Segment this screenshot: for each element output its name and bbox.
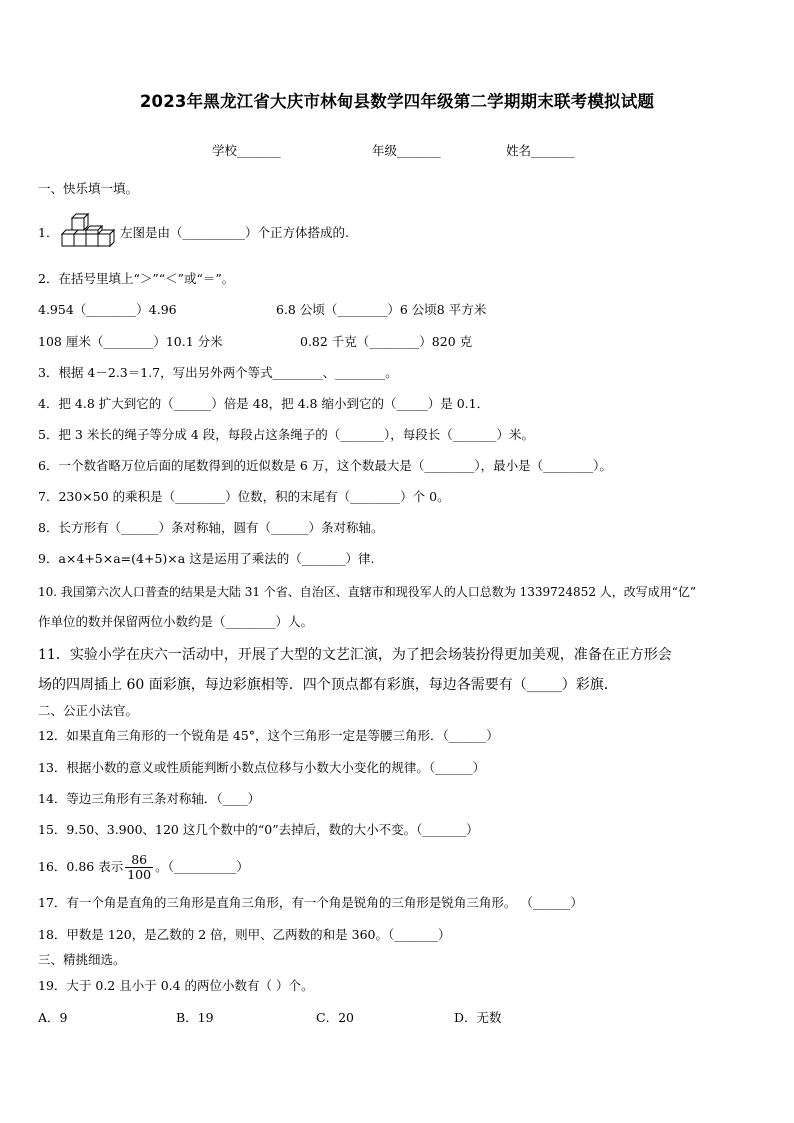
question-8: 8．长方形有（______）条对称轴，圆有（______）条对称轴。: [38, 520, 384, 535]
school-field: 学校_______: [212, 143, 281, 158]
cube-stack-figure: [58, 213, 118, 251]
question-3: 3．根据 4－2.3＝1.7，写出另外两个等式________、________。: [38, 365, 398, 380]
question-4: 4．把 4.8 扩大到它的（______）倍是 48，把 4.8 缩小到它的（_____）是 0.1．: [38, 396, 490, 411]
question-2d: 0.82 千克（________）820 克: [300, 334, 473, 349]
question-2a: 4.954（________）4.96: [38, 302, 177, 317]
fraction-86-100: [125, 853, 153, 882]
option-c: C．20: [316, 1010, 354, 1025]
option-a: A．9: [38, 1010, 68, 1025]
question-16-prefix: 16．0.86 表示: [38, 859, 124, 874]
fraction-denominator: 100: [127, 867, 152, 882]
question-12: 12．如果直角三角形的一个锐角是 45°，这个三角形一定是等腰三角形．（______）: [38, 728, 499, 743]
question-5: 5．把 3 米长的绳子等分成 4 段，每段占这条绳子的（_______），每段长（_______）米。: [38, 427, 535, 442]
section-heading-3: 三、精挑细选。: [38, 952, 126, 967]
question-2b: 6.8 公顷（________）6 公顷8 平方米: [276, 302, 487, 317]
question-6: 6．一个数省略万位后面的尾数得到的近似数是 6 万，这个数最大是（________），最小是（________）。: [38, 458, 612, 473]
question-19: 19．大于 0.2 且小于 0.4 的两位小数有（ ）个。: [38, 978, 314, 993]
question-14: 14．等边三角形有三条对称轴．（____）: [38, 791, 261, 806]
question-13: 13．根据小数的意义或性质能判断小数点位移与小数大小变化的规律。（______）: [38, 760, 486, 775]
question-1: 左图是由（__________）个正方体搭成的.: [120, 225, 349, 240]
question-10-line-1: 10. 我国第六次人口普查的结果是大陆 31 个省、自治区、直辖市和现役军人的人口总数为 1339724852 人，改写成用“亿”: [38, 585, 697, 599]
page-title: 2023年黑龙江省大庆市林甸县数学四年级第二学期期末联考模拟试题: [139, 92, 655, 111]
question-18: 18．甲数是 120，是乙数的 2 倍，则甲、乙两数的和是 360。（_______）: [38, 927, 451, 942]
section-heading-2: 二、公正小法官。: [38, 703, 139, 718]
question-15: 15．9.50、3.900、120 这几个数中的“0”去掉后，数的大小不变。（_______）: [38, 822, 479, 837]
question-11-line-2: 场的四周插上 60 面彩旗，每边彩旗相等．四个顶点都有彩旗，每边各需要有（_____）彩旗．: [38, 677, 618, 693]
question-2: 2．在括号里填上“＞”“＜”或“＝”。: [38, 271, 235, 286]
question-11-line-1: 11．实验小学在庆六一活动中，开展了大型的文艺汇演，为了把会场装扮得更加美观，准备在正方形会: [38, 647, 672, 663]
question-10-line-2: 作单位的数并保留两位小数约是（________）人。: [38, 614, 314, 629]
fraction-numerator: 86: [125, 853, 153, 868]
question-16-suffix: 。（__________）: [155, 859, 249, 874]
option-b: B．19: [176, 1010, 214, 1025]
question-16: [38, 850, 249, 884]
option-d: D．无数: [454, 1010, 502, 1025]
question-9: 9．a×4+5×a=(4+5)×a 这是运用了乘法的（_______）律.: [38, 551, 375, 566]
question-1-number: 1．: [38, 225, 59, 240]
name-field: 姓名_______: [506, 143, 575, 158]
question-7: 7．230×50 的乘积是（________）位数，积的末尾有（________）个 0。: [38, 489, 450, 504]
question-2c: 108 厘米（________）10.1 分米: [38, 334, 223, 349]
section-heading-1: 一、快乐填一填。: [38, 181, 139, 196]
question-17: 17．有一个角是直角的三角形是直角三角形，有一个角是锐角的三角形是锐角三角形。 （______）: [38, 895, 583, 910]
grade-field: 年级_______: [372, 143, 441, 158]
